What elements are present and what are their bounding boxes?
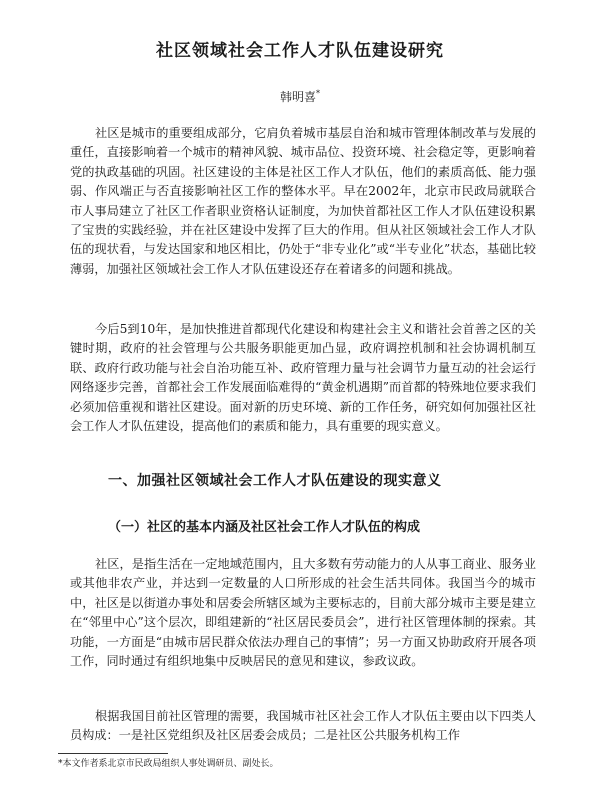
paper-title: 社区领域社会工作人才队伍建设研究 (156, 41, 444, 61)
intro-paragraph-1: 社区是城市的重要组成部分，它肩负着城市基层自治和城市管理体制改革与发展的重任，直接影响着一个城市的精神风貌、城市品位、投资环境、社会稳定等，更影响着党的执政基础的巩固。社区建设的主体是社区工作人才队伍，他们的素质高低、能力强弱、作风端正与否直接影响社区工作的整体水平。早在2002年，北京市民政局就联合市人事局建立了社区工作者职业资格认证制度，为加快首都社区工作人才队伍建设积累了宝贵的实践经验，并在社区建设中发挥了巨大的作用。但从社区领域社会工作人才队伍的现状看，与发达国家和地区相比，仍处于“非专业化”或“半专业化”状态，基础比较薄弱，加强社区领域社会工作人才队伍建设还存在着诸多的问题和挑战。 (70, 126, 536, 276)
footnote: *本文作者系北京市民政局组织人事处调研员、副处长。 (58, 759, 279, 769)
body-paragraph-2: 根据我国目前社区管理的需要，我国城市社区社会工作人才队伍主要由以下四类人员构成：一是社区党组织及社区居委会成员；二是社区公共服务机构工作 (70, 709, 536, 743)
footnote-divider (58, 753, 168, 754)
author-line (0, 88, 600, 105)
author-name: 韩明喜 (279, 90, 316, 104)
intro-paragraph-2: 今后5到10年，是加快推进首都现代化建设和构建社会主义和谐社会首善之区的关键时期，政府的社会管理与公共服务职能更加凸显，政府调控机制和社会协调机制互联、政府行政功能与社会自治功能互补、政府管理力量与社会调节力量互动的社会运行网络逐步完善，首都社会工作发展面临难得的“黄金机遇期”而首都的特殊地位要求我们必须加倍重视和谐社区建设。面对新的历史环境、新的工作任务，研究如何加强社区社会工作人才队伍建设，提高他们的素质和能力，具有重要的现实意义。 (70, 322, 536, 434)
body-paragraph-1: 社区，是指生活在一定地域范围内，且大多数有劳动能力的人从事工商业、服务业或其他非农产业，并达到一定数量的人口所形成的社会生活共同体。我国当今的城市中，社区是以街道办事处和居委会所辖区域为主要标志的，目前大部分城市主要是建立在“邻里中心”这个层次，即组建新的“社区居民委员会”，进行社区管理体制的探索。其功能，一方面是“由城市居民群众依法办理自己的事情”；另一方面又协助政府开展各项工作，同时通过有组织地集中反映居民的意见和建议，参政议政。 (70, 557, 536, 669)
section-heading-1: 一、加强社区领域社会工作人才队伍建设的现实意义 (108, 473, 442, 489)
subsection-heading-1: （一）社区的基本内涵及社区社会工作人才队伍的构成 (108, 520, 421, 535)
author-footnote-mark: * (316, 89, 320, 98)
